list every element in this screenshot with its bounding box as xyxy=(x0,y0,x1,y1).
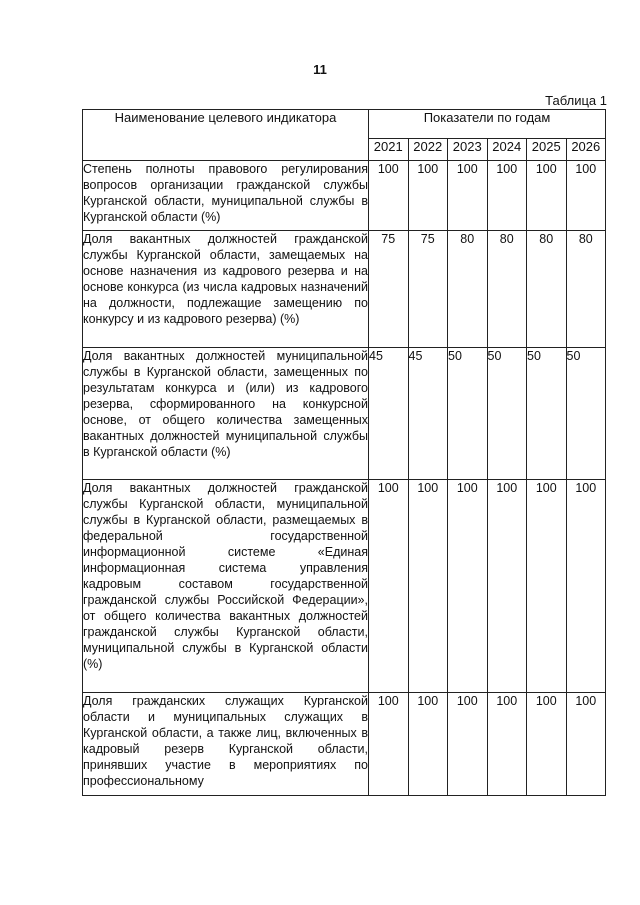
indicator-value: 50 xyxy=(527,348,567,480)
indicator-value: 100 xyxy=(448,480,488,693)
year-header: 2025 xyxy=(527,138,567,160)
indicator-name: Доля вакантных должностей гражданской службы Курганской области, замещаемых на основе назначения из кадрового резерва и на основе конкурса (из числа кадровых назначений на должности, подлежащие замещению по конкурсу и из кадрового резерва) (%) xyxy=(83,231,369,348)
year-header: 2024 xyxy=(487,138,527,160)
indicator-value: 100 xyxy=(527,161,567,231)
indicator-name: Доля вакантных должностей муниципальной службы в Курганской области, замещенных по результатам конкурса и (или) из кадрового резерва, сформированного на конкурсной основе, от общего количества замещенных вакантных должностей муниципальной службы в Курганской области (%) xyxy=(83,348,369,480)
indicator-value: 50 xyxy=(566,348,606,480)
indicator-name: Доля вакантных должностей гражданской службы Курганской области, муниципальной службы в Курганской области, размещаемых в федеральной государственной информационной системе «Единая информационная система управления кадровым составом государственной гражданской службы Российской Федерации», от общего количества вакантных должностей гражданской службы Курганской области, муниципальной службы в Курганской области (%) xyxy=(83,480,369,693)
indicator-value: 100 xyxy=(448,693,488,796)
indicator-value: 100 xyxy=(369,480,409,693)
indicator-value: 45 xyxy=(369,348,409,480)
indicator-value: 100 xyxy=(408,480,448,693)
indicators-table xyxy=(82,109,606,796)
indicator-value: 80 xyxy=(527,231,567,348)
table-caption: Таблица 1 xyxy=(545,93,607,108)
indicator-value: 100 xyxy=(566,693,606,796)
table-row xyxy=(83,161,606,231)
indicator-value: 100 xyxy=(487,480,527,693)
indicator-value: 100 xyxy=(487,161,527,231)
year-header: 2021 xyxy=(369,138,409,160)
indicator-value: 100 xyxy=(527,480,567,693)
indicator-value: 100 xyxy=(408,161,448,231)
indicator-value: 80 xyxy=(448,231,488,348)
indicator-value: 100 xyxy=(369,161,409,231)
year-header: 2026 xyxy=(566,138,606,160)
indicator-value: 100 xyxy=(487,693,527,796)
indicator-value: 100 xyxy=(527,693,567,796)
page-number: 11 xyxy=(313,62,327,77)
indicator-value: 45 xyxy=(408,348,448,480)
indicator-value: 100 xyxy=(408,693,448,796)
indicator-name: Степень полноты правового регулирования вопросов организации гражданской службы Курганской области, муниципальной службы в Курганской области (%) xyxy=(83,161,369,231)
table-row xyxy=(83,348,606,480)
indicator-value: 100 xyxy=(566,480,606,693)
indicator-value: 80 xyxy=(487,231,527,348)
indicator-name-header: Наименование целевого индикатора xyxy=(83,110,369,161)
indicator-value: 80 xyxy=(566,231,606,348)
indicator-value: 100 xyxy=(369,693,409,796)
indicator-value: 100 xyxy=(448,161,488,231)
year-header: 2023 xyxy=(448,138,488,160)
indicator-name: Доля гражданских служащих Курганской области и муниципальных служащих в Курганской области, а также лиц, включенных в кадровый резерв Курганской области, принявших участие в мероприятиях по профессиональному xyxy=(83,693,369,796)
indicator-value: 75 xyxy=(408,231,448,348)
years-header: Показатели по годам xyxy=(369,110,606,139)
table-row xyxy=(83,231,606,348)
indicator-value: 100 xyxy=(566,161,606,231)
table-row xyxy=(83,480,606,693)
table-row xyxy=(83,693,606,796)
indicator-value: 50 xyxy=(487,348,527,480)
indicator-value: 75 xyxy=(369,231,409,348)
year-header: 2022 xyxy=(408,138,448,160)
indicator-value: 50 xyxy=(448,348,488,480)
